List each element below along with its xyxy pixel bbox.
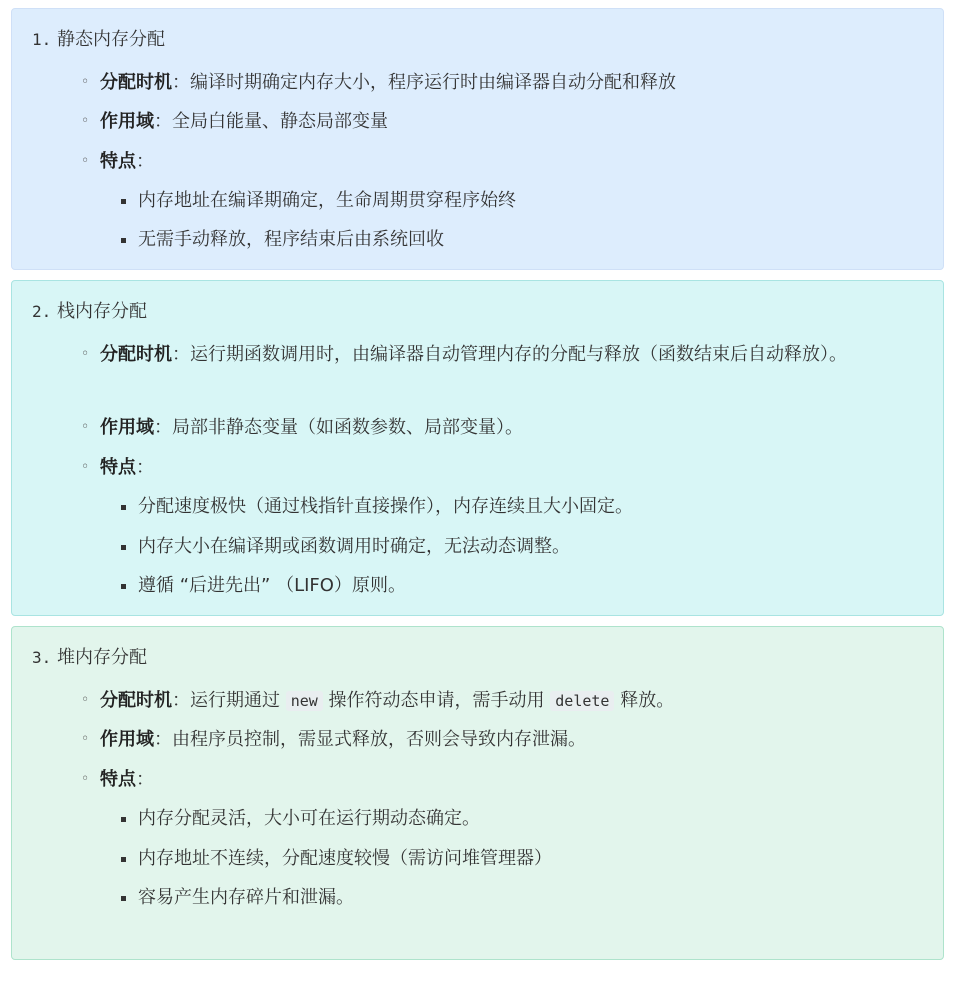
item-text: ： xyxy=(136,151,154,172)
item-label: 分配时机 xyxy=(100,344,172,365)
item-text: 内存分配灵活，大小可在运行期动态确定。 xyxy=(138,808,480,829)
item-text: 分配速度极快（通过栈指针直接操作），内存连续且大小固定。 xyxy=(138,496,633,517)
hollow-bullet-icon: ◦ xyxy=(81,771,90,787)
square-bullet-icon xyxy=(121,857,126,862)
item-text: ： xyxy=(136,769,154,790)
hollow-bullet-icon: ◦ xyxy=(81,419,90,435)
item-label: 作用域 xyxy=(100,729,154,750)
code-new: new xyxy=(286,691,323,711)
hollow-bullet-icon: ◦ xyxy=(81,692,90,708)
item-text: ：运行期函数调用时，由编译器自动管理内存的分配与释放（函数结束后自动释放）。 xyxy=(172,344,847,365)
code-delete: delete xyxy=(550,691,614,711)
item-label: 特点 xyxy=(100,769,136,790)
list-item-timing xyxy=(81,338,890,371)
section-title: 堆内存分配 xyxy=(57,647,147,668)
hollow-bullet-icon: ◦ xyxy=(81,74,90,90)
list-item-timing xyxy=(81,66,900,99)
list-item xyxy=(138,573,898,599)
item-text: 遵循 “后进先出” （LIFO）原则。 xyxy=(138,575,406,596)
section-number: 1. xyxy=(32,30,52,49)
item-text: ：由程序员控制，需显式释放，否则会导致内存泄漏。 xyxy=(154,729,586,750)
list-item-features xyxy=(81,451,900,484)
item-label: 作用域 xyxy=(100,111,154,132)
hollow-bullet-icon: ◦ xyxy=(81,153,90,169)
list-item-features xyxy=(81,145,900,178)
section-stack-memory xyxy=(11,280,944,616)
item-text: 内存地址在编译期确定，生命周期贯穿程序始终 xyxy=(138,190,516,211)
section-heading xyxy=(32,27,165,53)
section-title: 静态内存分配 xyxy=(57,29,165,50)
item-text: 无需手动释放，程序结束后由系统回收 xyxy=(138,229,444,250)
list-item-scope xyxy=(81,105,900,138)
square-bullet-icon xyxy=(121,896,126,901)
section-heading xyxy=(32,645,147,671)
square-bullet-icon xyxy=(121,199,126,204)
item-text: ：局部非静态变量（如函数参数、局部变量）。 xyxy=(154,417,523,438)
item-text: 操作符动态申请，需手动用 xyxy=(322,690,551,711)
item-label: 特点 xyxy=(100,457,136,478)
item-label: 作用域 xyxy=(100,417,154,438)
section-heading xyxy=(32,299,147,325)
section-title: 栈内存分配 xyxy=(57,301,147,322)
item-text: ：编译时期确定内存大小，程序运行时由编译器自动分配和释放 xyxy=(172,72,676,93)
item-label: 分配时机 xyxy=(100,72,172,93)
item-text: 内存地址不连续，分配速度较慢（需访问堆管理器） xyxy=(138,848,552,869)
list-item-features xyxy=(81,763,900,796)
item-text: ：全局白能量、静态局部变量 xyxy=(154,111,388,132)
list-item xyxy=(138,806,898,832)
list-item xyxy=(138,846,898,872)
square-bullet-icon xyxy=(121,817,126,822)
hollow-bullet-icon: ◦ xyxy=(81,731,90,747)
hollow-bullet-icon: ◦ xyxy=(81,459,90,475)
hollow-bullet-icon: ◦ xyxy=(81,346,90,362)
square-bullet-icon xyxy=(121,505,126,510)
item-text: 释放。 xyxy=(614,690,675,711)
list-item xyxy=(138,534,898,560)
section-static-memory xyxy=(11,8,944,270)
list-item-scope xyxy=(81,411,900,444)
list-item xyxy=(138,885,898,911)
section-number: 2. xyxy=(32,302,52,321)
list-item-scope xyxy=(81,723,900,756)
item-text: 容易产生内存碎片和泄漏。 xyxy=(138,887,354,908)
square-bullet-icon xyxy=(121,238,126,243)
section-heap-memory xyxy=(11,626,944,960)
item-text: ：运行期通过 xyxy=(172,690,286,711)
item-label: 特点 xyxy=(100,151,136,172)
list-item xyxy=(138,188,898,214)
hollow-bullet-icon: ◦ xyxy=(81,113,90,129)
list-item xyxy=(138,227,898,253)
item-label: 分配时机 xyxy=(100,690,172,711)
section-number: 3. xyxy=(32,648,52,667)
square-bullet-icon xyxy=(121,584,126,589)
item-text: ： xyxy=(136,457,154,478)
item-text: 内存大小在编译期或函数调用时确定，无法动态调整。 xyxy=(138,536,570,557)
list-item xyxy=(138,494,898,520)
square-bullet-icon xyxy=(121,545,126,550)
list-item-timing xyxy=(81,684,900,718)
